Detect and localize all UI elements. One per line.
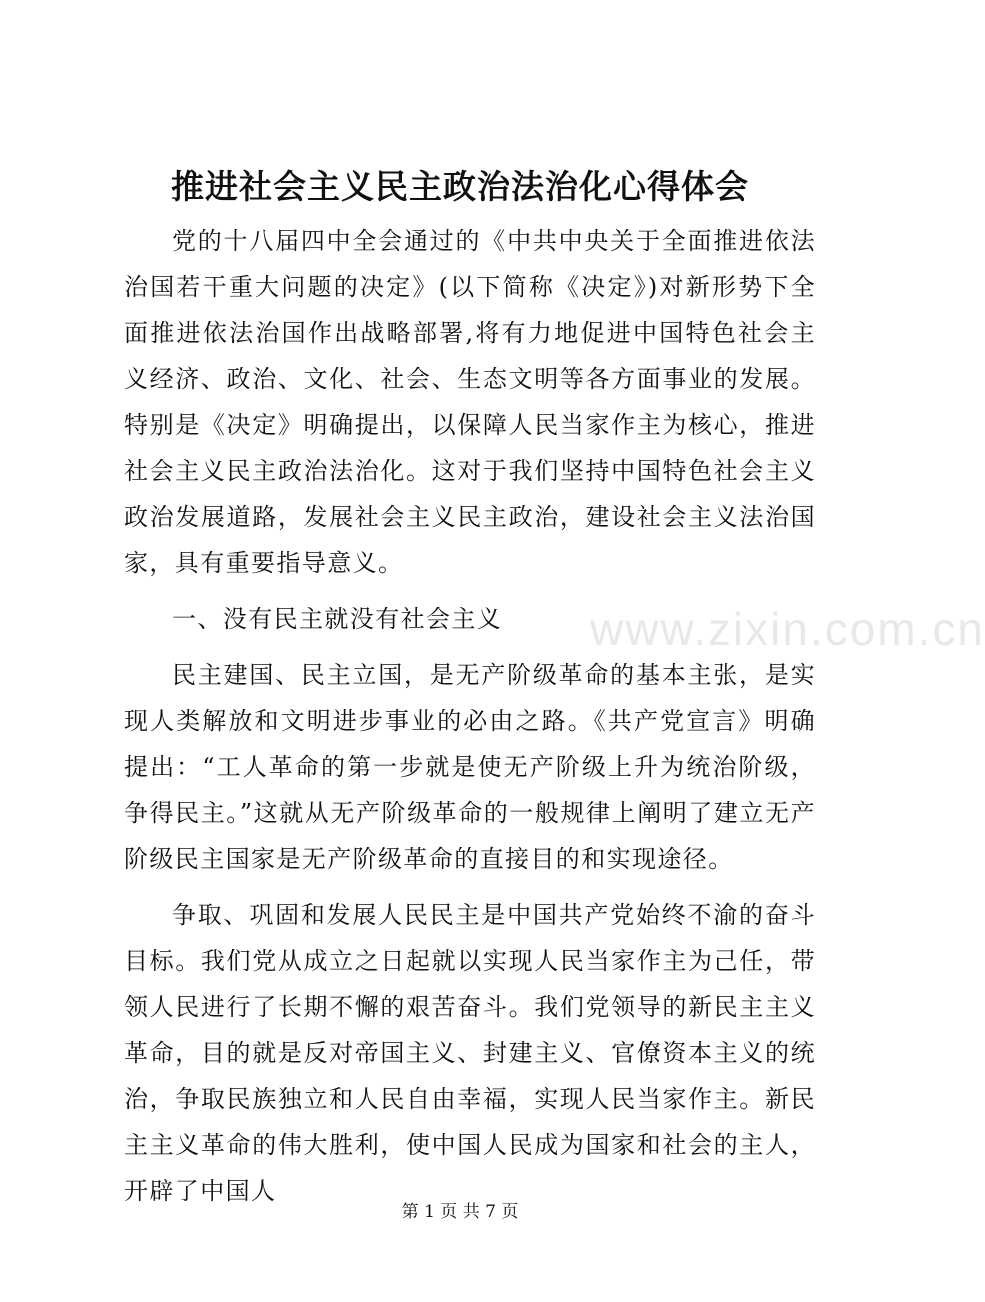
paragraph-gap xyxy=(124,882,816,892)
paragraph-gap xyxy=(124,586,816,596)
paragraph-party-struggle: 争取、巩固和发展人民民主是中国共产党始终不渝的奋斗目标。我们党从成立之日起就以实现人民当家作主为己任，带领人民进行了长期不懈的艰苦奋斗。我们党领导的新民主主义革命，目的就是反对帝国主义、封建主义、官僚资本主义的统治，争取民族独立和人民自由幸福，实现人民当家作主。新民主主义革命的伟大胜利，使中国人民成为国家和社会的主人，开辟了中国人 xyxy=(124,901,816,1205)
paragraph-gap xyxy=(124,642,816,652)
watermark: www.zixin.com.cn xyxy=(590,603,985,655)
paragraph-intro: 党的十八届四中全会通过的《中共中央关于全面推进依法治国若干重大问题的决定》(以下简称《决定》)对新形势下全面推进依法治国作出战略部署,将有力地促进中国特色社会主义经济、政治、文化、社会、生态文明等各方面事业的发展。特别是《决定》明确提出，以保障人民当家作主为核心，推进社会主义民主政治法治化。这对于我们坚持中国特色社会主义政治发展道路，发展社会主义民主政治，建设社会主义法治国家，具有重要指导意义。 xyxy=(124,227,816,577)
document-body xyxy=(124,218,816,1214)
page-footer: 第 1 页 共 7 页 xyxy=(401,1202,519,1222)
section-heading-1: 一、没有民主就没有社会主义 xyxy=(172,605,503,633)
paragraph-democracy-founding: 民主建国、民主立国，是无产阶级革命的基本主张，是实现人类解放和文明进步事业的必由之路。《共产党宣言》明确提出：“工人革命的第一步就是使无产阶级上升为统治阶级，争得民主。”这就从无产阶级革命的一般规律上阐明了建立无产阶级民主国家是无产阶级革命的直接目的和实现途径。 xyxy=(124,661,816,873)
document-title: 推进社会主义民主政治法治化心得体会 xyxy=(171,167,749,206)
